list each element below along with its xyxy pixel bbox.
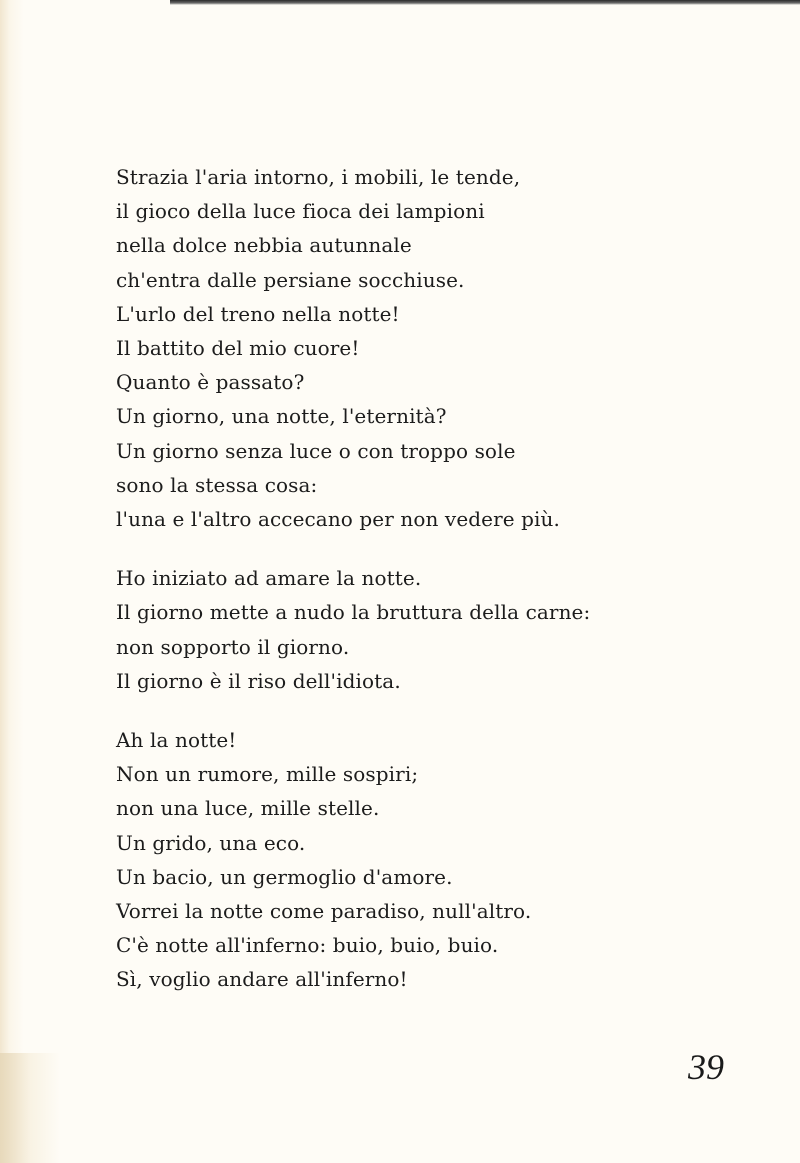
poem (116, 160, 756, 1022)
poem-line: non una luce, mille stelle. (116, 796, 380, 821)
poem-line: sono la stessa cosa: (116, 472, 318, 497)
poem-line: Vorrei la notte come paradiso, null'altro. (116, 899, 532, 924)
poem-line: Ah la notte! (116, 728, 237, 753)
poem-line: Ho iniziato ad amare la notte. (116, 566, 422, 591)
scan-top-edge (170, 0, 800, 5)
poem-line: Il giorno mette a nudo la bruttura della carne: (116, 600, 591, 625)
poem-line: Sì, voglio andare all'inferno! (116, 967, 408, 992)
poem-line: Quanto è passato? (116, 370, 305, 395)
poem-line: L'urlo del treno nella notte! (116, 301, 400, 326)
stanza-1 (116, 160, 756, 536)
poem-line: nella dolce nebbia autunnale (116, 233, 412, 258)
poem-line: Un giorno senza luce o con troppo sole (116, 438, 516, 463)
poem-line: il gioco della luce fioca dei lampioni (116, 199, 485, 224)
poem-line: ch'entra dalle persiane socchiuse. (116, 267, 465, 292)
stanza-2 (116, 561, 756, 698)
poem-line: Il giorno è il riso dell'idiota. (116, 668, 401, 693)
poem-line: Un grido, una eco. (116, 830, 306, 855)
stanza-3 (116, 723, 756, 997)
poem-line: Un giorno, una notte, l'eternità? (116, 404, 447, 429)
poem-line: Un bacio, un germoglio d'amore. (116, 864, 453, 889)
poem-line: non sopporto il giorno. (116, 634, 350, 659)
poem-line: Non un rumore, mille sospiri; (116, 762, 419, 787)
poem-line: Il battito del mio cuore! (116, 336, 360, 361)
page-number: 39 (688, 1047, 724, 1087)
poem-line: l'una e l'altro accecano per non vedere più. (116, 507, 560, 532)
binding-shadow (0, 1053, 60, 1163)
poem-line: C'è notte all'inferno: buio, buio, buio. (116, 933, 499, 958)
poem-line: Strazia l'aria intorno, i mobili, le tende, (116, 165, 521, 189)
